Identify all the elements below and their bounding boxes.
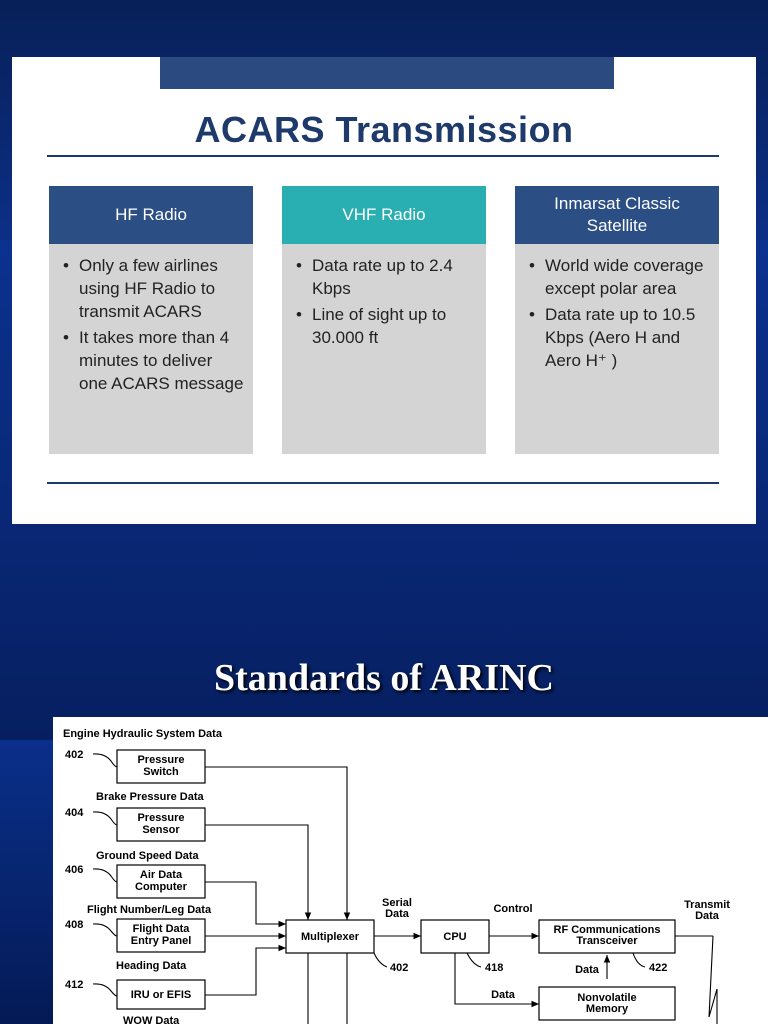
rf-transceiver-label: Transceiver: [576, 935, 638, 947]
leader-402: [93, 754, 117, 767]
diagram-svg: [53, 717, 768, 1024]
column-header: HF Radio: [49, 186, 253, 244]
pressure-sensor-label: Pressure: [137, 812, 185, 824]
label-flight: Flight Number/Leg Data: [87, 904, 212, 916]
column-hf-radio: [49, 186, 253, 454]
leader-412: [93, 984, 117, 996]
arinc-block-diagram: [53, 717, 768, 1024]
title-divider: [47, 155, 719, 157]
label-data-rf: Data: [575, 964, 599, 976]
ref-404: 404: [65, 807, 84, 819]
flight-data-entry-panel-label: Entry Panel: [130, 935, 192, 947]
slide-title: ACARS Transmission: [194, 109, 574, 150]
bullet-item: • Only a few airlines using HF Radio to transmit ACARS: [61, 254, 245, 323]
leader-406: [93, 869, 117, 882]
label-transmit: Transmit: [684, 899, 730, 911]
leader-404: [93, 812, 117, 825]
label-transmit-data: Data: [695, 910, 719, 922]
ref-422: 422: [649, 962, 668, 974]
leader-402b: [374, 953, 387, 967]
antenna-lightning-icon: [709, 936, 717, 1024]
ref-412: 412: [65, 979, 84, 991]
label-control: Control: [493, 903, 533, 915]
iru-efis-label: IRU or EFIS: [130, 989, 192, 1001]
column-vhf-radio: [282, 186, 486, 454]
bullet-list: [282, 244, 486, 349]
pressure-sensor-label: Sensor: [142, 824, 180, 836]
connector-pressure-switch: [205, 767, 347, 920]
column-header-line: Inmarsat Classic: [554, 194, 680, 213]
nonvolatile-memory-label: Nonvolatile: [577, 992, 637, 1004]
column-header-line: Satellite: [586, 216, 648, 235]
section-heading: Standards of ARINC: [214, 657, 554, 699]
label-engine: Engine Hydraulic System Data: [63, 728, 222, 740]
bullet-list: [515, 244, 719, 372]
bullet-list: [49, 244, 253, 395]
nonvolatile-memory-label: Memory: [585, 1003, 629, 1015]
label-heading: Heading Data: [116, 960, 187, 972]
pressure-switch-label: Pressure: [137, 754, 185, 766]
label-wow: WOW Data: [123, 1015, 180, 1024]
label-ground: Ground Speed Data: [96, 850, 199, 862]
multiplexer-label: Multiplexer: [300, 931, 360, 943]
label-data-memory: Data: [491, 989, 515, 1001]
connector-air-data: [205, 882, 286, 924]
acars-slide: [12, 57, 756, 524]
column-header: [515, 186, 719, 244]
slide-top-bar: [160, 57, 614, 89]
ref-402: 402: [65, 749, 84, 761]
bullet-item: • Data rate up to 10.5 Kbps (Aero H and Aero H⁺ ): [527, 303, 711, 372]
ref-408: 408: [65, 919, 84, 931]
bottom-divider: [47, 482, 719, 484]
leader-418: [467, 953, 481, 967]
air-data-computer-label: Computer: [135, 881, 187, 893]
air-data-computer-label: Air Data: [139, 869, 183, 881]
pressure-switch-label: Switch: [143, 766, 179, 778]
bullet-item: • Data rate up to 2.4 Kbps: [294, 254, 478, 300]
label-serial-data: Data: [385, 908, 409, 920]
bullet-item: • Line of sight up to 30.000 ft: [294, 303, 478, 349]
leader-408: [93, 924, 117, 936]
ref-406: 406: [65, 864, 84, 876]
label-serial: Serial: [382, 897, 412, 909]
leader-422: [633, 953, 645, 967]
connector-iru: [205, 948, 286, 995]
bullet-item: • It takes more than 4 minutes to deliver one ACARS message: [61, 326, 245, 395]
cpu-label: CPU: [443, 931, 467, 943]
rf-transceiver-label: RF Communications: [553, 924, 661, 936]
column-inmarsat-satellite: [515, 186, 719, 454]
flight-data-entry-panel-label: Flight Data: [132, 923, 190, 935]
ref-418: 418: [485, 962, 504, 974]
column-header: VHF Radio: [282, 186, 486, 244]
ref-402b: 402: [390, 962, 409, 974]
label-brake: Brake Pressure Data: [96, 791, 204, 803]
bullet-item: • World wide coverage except polar area: [527, 254, 711, 300]
